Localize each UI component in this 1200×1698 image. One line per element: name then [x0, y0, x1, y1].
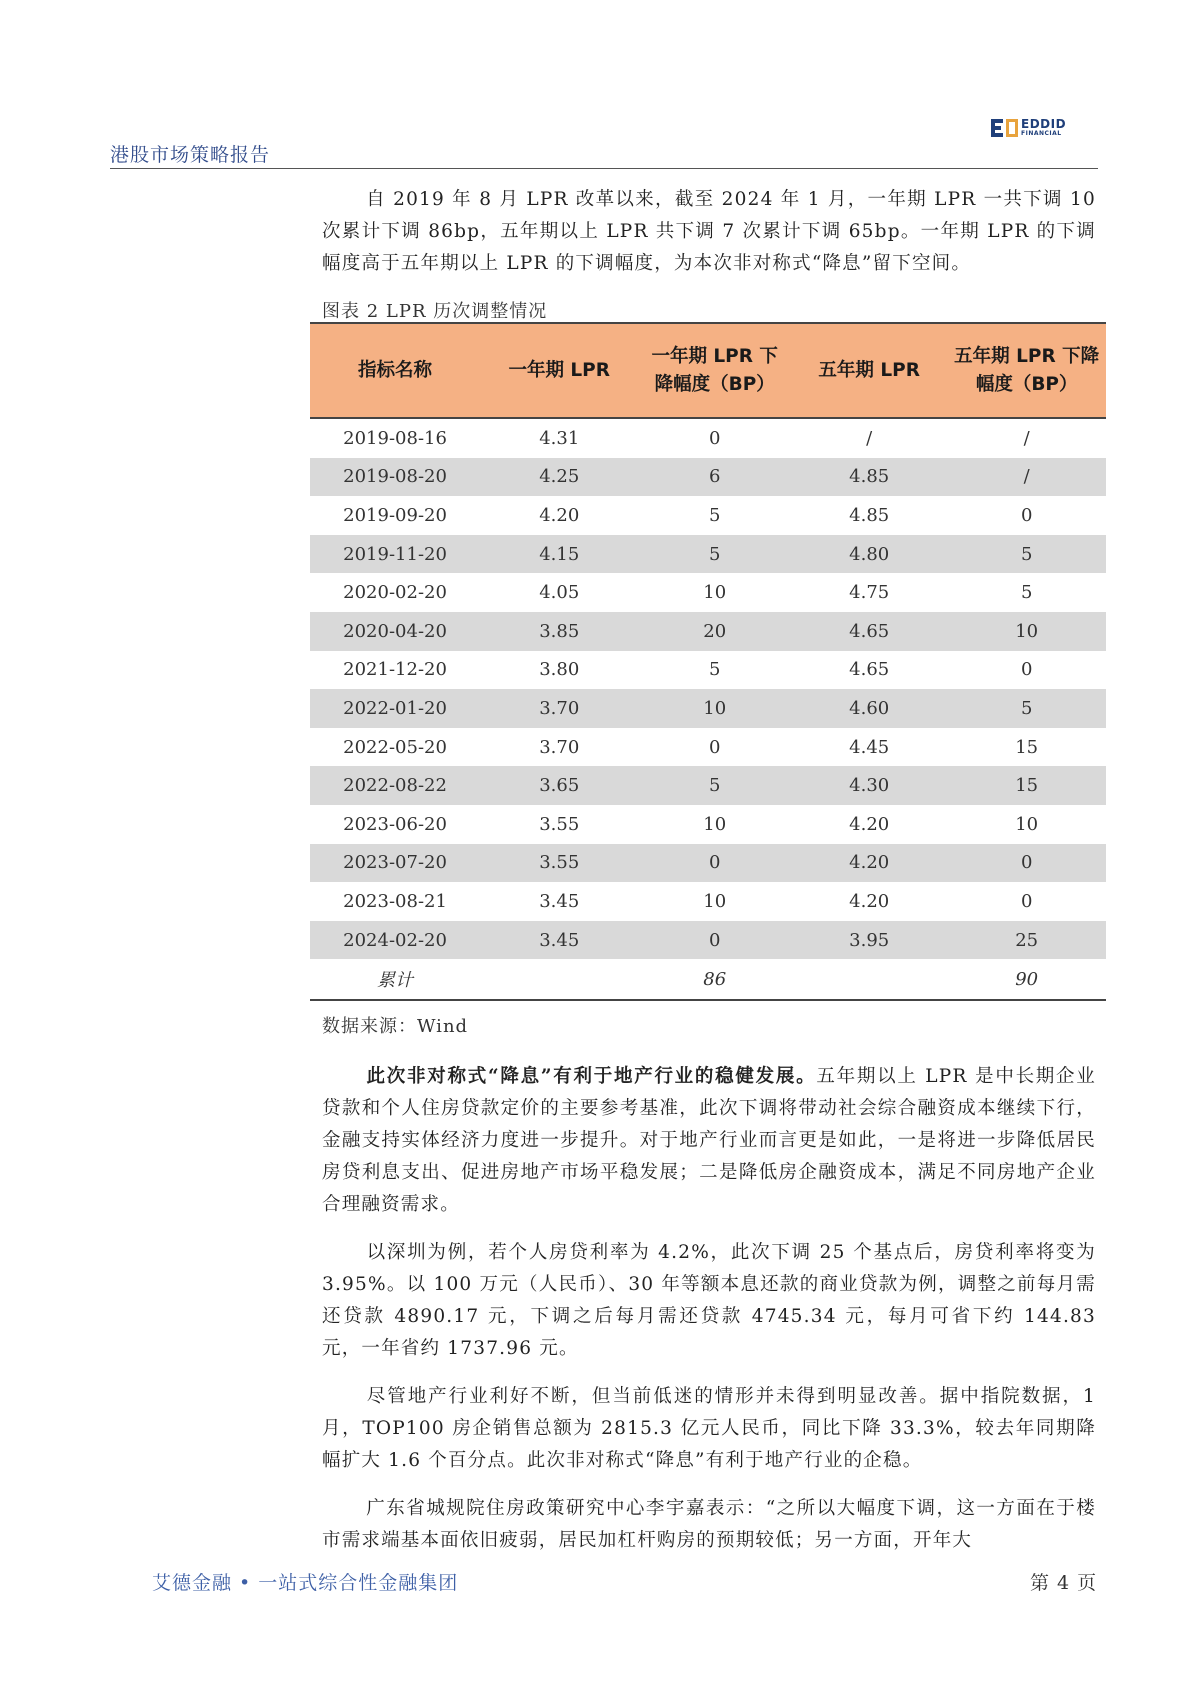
header-one-year-lpr: 一年期 LPR: [480, 323, 638, 418]
cell-five-year-cut: 0: [1020, 890, 1033, 912]
logo-wordmark: EDDID: [1021, 117, 1067, 131]
cell-date: 2023-07-20: [310, 844, 480, 883]
cell-one-year-lpr: 3.70: [539, 736, 580, 758]
table-row: [310, 882, 1106, 921]
cell-five-year-cut: 15: [1015, 736, 1039, 758]
cell-date: 2022-08-22: [310, 766, 480, 805]
table-row: [310, 805, 1106, 844]
table-total-row: [310, 959, 1106, 1000]
cell-five-year-lpr: 4.30: [791, 766, 947, 805]
cell-one-year-cut: 5: [708, 504, 721, 526]
paragraph-text: 以深圳为例，若个人房贷利率为 4.2%，此次下调 25 个基点后，房贷利率将变为 3.95%。以 100 万元（人民币）、30 年等额本息还款的商业贷款为例，调整之前每月需还贷款 4890.17 元，下调之后每月需还贷款 4745.34 元，每月可省下约 144.83 元，一年省约 1737.96 元。: [322, 1242, 1096, 1359]
footer-page-number: 第 4 页: [1030, 1572, 1098, 1594]
table-row: [310, 921, 1106, 960]
header-one-year-cut: 一年期 LPR 下降幅度（BP）: [638, 323, 791, 418]
table-row: [310, 844, 1106, 883]
cell-date: 2022-01-20: [310, 689, 480, 728]
cell-five-year-cut: 10: [1015, 813, 1039, 835]
table-row: [310, 612, 1106, 651]
table-row: [310, 496, 1106, 535]
table-row: [310, 689, 1106, 728]
cell-one-year-cut: 10: [703, 890, 727, 912]
header-indicator-name: 指标名称: [310, 323, 480, 418]
cell-date: 2019-08-16: [343, 427, 447, 449]
cell-one-year-lpr: 3.45: [539, 890, 580, 912]
total-five-year-cut: 90: [947, 959, 1106, 1000]
data-source-note: 数据来源：Wind: [322, 1016, 469, 1037]
cell-one-year-lpr: 4.20: [539, 504, 580, 526]
cell-one-year-cut: 0: [708, 427, 721, 449]
cell-one-year-cut: 0: [708, 736, 721, 758]
cell-one-year-cut: 0: [638, 921, 791, 960]
cell-one-year-lpr: 3.45: [480, 921, 638, 960]
cell-one-year-cut: 5: [708, 659, 721, 681]
cell-five-year-cut: 15: [947, 766, 1106, 805]
cell-date: 2019-11-20: [310, 535, 480, 574]
cell-date: 2023-06-20: [343, 813, 447, 835]
cell-one-year-lpr: 4.31: [539, 427, 580, 449]
cell-five-year-lpr: 4.85: [849, 504, 890, 526]
table-row: [310, 651, 1106, 690]
lpr-history-table: [310, 322, 1106, 1001]
cell-five-year-lpr: 4.80: [791, 535, 947, 574]
cell-five-year-cut: 10: [947, 612, 1106, 651]
report-header-title: 港股市场策略报告: [110, 144, 271, 166]
cell-five-year-lpr: /: [866, 427, 873, 449]
cell-five-year-cut: 5: [1020, 582, 1033, 604]
paragraph-text: 五年期以上 LPR 是中长期企业贷款和个人住房贷款定价的主要参考基准，此次下调将带动社会综合融资成本继续下行，金融支持实体经济力度进一步提升。对于地产行业而言更是如此，一是将进一步降低居民房贷利息支出、促进房地产市场平稳发展；二是降低房企融资成本，满足不同房地产企业合理融资需求。: [322, 1066, 1096, 1215]
header-divider: [110, 168, 1098, 169]
cell-date: 2022-05-20: [343, 736, 447, 758]
cell-one-year-cut: 10: [638, 689, 791, 728]
cell-five-year-cut: 5: [947, 535, 1106, 574]
cell-one-year-lpr: 3.55: [480, 844, 638, 883]
cell-one-year-cut: 5: [638, 535, 791, 574]
cell-five-year-lpr: 3.95: [791, 921, 947, 960]
cell-one-year-lpr: 3.70: [480, 689, 638, 728]
cell-five-year-lpr: 4.20: [849, 890, 890, 912]
cell-one-year-cut: 10: [703, 582, 727, 604]
cell-five-year-lpr: 4.45: [849, 736, 890, 758]
paragraph-text: 广东省城规院住房政策研究中心李宇嘉表示：“之所以大幅度下调，这一方面在于楼市需求端基本面依旧疲弱，居民加杠杆购房的预期较低；另一方面，开年大: [322, 1498, 1096, 1551]
cell-one-year-lpr: 3.65: [480, 766, 638, 805]
table-header-row: [310, 323, 1106, 418]
table-row: [310, 766, 1106, 805]
cell-five-year-lpr: 4.20: [849, 813, 890, 835]
cell-one-year-lpr: 4.05: [539, 582, 580, 604]
cell-one-year-lpr: 4.25: [480, 458, 638, 497]
total-one-year-lpr: [480, 959, 638, 1000]
table-row: [310, 418, 1106, 458]
cell-date: 2020-04-20: [310, 612, 480, 651]
header-five-year-cut: 五年期 LPR 下降幅度（BP）: [947, 323, 1106, 418]
cell-five-year-cut: 0: [1020, 659, 1033, 681]
cell-one-year-cut: 20: [638, 612, 791, 651]
cell-five-year-lpr: 4.75: [849, 582, 890, 604]
cell-five-year-lpr: 4.65: [849, 659, 890, 681]
paragraph-property-sales: [322, 1381, 1096, 1477]
cell-five-year-cut: 0: [947, 844, 1106, 883]
cell-five-year-cut: 5: [947, 689, 1106, 728]
cell-five-year-lpr: 4.60: [791, 689, 947, 728]
footer-company-slogan: 艾德金融 • 一站式综合性金融集团: [152, 1572, 459, 1594]
cell-five-year-cut: /: [947, 458, 1106, 497]
cell-date: 2019-09-20: [343, 504, 447, 526]
table-row: [310, 728, 1106, 767]
cell-five-year-lpr: 4.85: [791, 458, 947, 497]
table-row: [310, 535, 1106, 574]
eddid-logo: [991, 117, 1071, 141]
total-label: 累计: [310, 959, 480, 1000]
table-row: [310, 573, 1106, 612]
cell-one-year-cut: 10: [703, 813, 727, 835]
paragraph-expert-quote: [322, 1493, 1096, 1557]
paragraph-text: 尽管地产行业利好不断，但当前低迷的情形并未得到明显改善。据中指院数据，1 月，TOP100 房企销售总额为 2815.3 亿元人民币，同比下降 33.3%，较去年同期降幅扩大 1.6 个百分点。此次非对称式“降息”有利于地产行业的企稳。: [322, 1386, 1096, 1471]
cell-date: 2019-08-20: [310, 458, 480, 497]
cell-one-year-lpr: 4.15: [480, 535, 638, 574]
paragraph-lpr-reform: [322, 184, 1096, 280]
total-five-year-lpr: [791, 959, 947, 1000]
eddid-logo-icon: [991, 119, 1019, 137]
cell-one-year-lpr: 3.55: [539, 813, 580, 835]
cell-five-year-cut: 0: [1020, 504, 1033, 526]
cell-one-year-cut: 5: [638, 766, 791, 805]
logo-subtext: FINANCIAL: [1021, 130, 1062, 137]
cell-one-year-cut: 6: [638, 458, 791, 497]
header-five-year-lpr: 五年期 LPR: [791, 323, 947, 418]
cell-date: 2021-12-20: [343, 659, 447, 681]
cell-five-year-cut: 25: [947, 921, 1106, 960]
cell-one-year-cut: 0: [638, 844, 791, 883]
cell-date: 2023-08-21: [343, 890, 447, 912]
cell-five-year-lpr: 4.65: [791, 612, 947, 651]
paragraph-shenzhen-example: [322, 1237, 1096, 1365]
cell-one-year-lpr: 3.85: [480, 612, 638, 651]
cell-one-year-lpr: 3.80: [539, 659, 580, 681]
table-caption: 图表 2 LPR 历次调整情况: [322, 301, 548, 322]
paragraph-text: 自 2019 年 8 月 LPR 改革以来，截至 2024 年 1 月，一年期 LPR 一共下调 10 次累计下调 86bp，五年期以上 LPR 共下调 7 次累计下调 65bp。一年期 LPR 的下调幅度高于五年期以上 LPR 的下调幅度，为本次非对称式“降息”留下空间。: [322, 189, 1096, 274]
paragraph-asymmetric-cut: [322, 1061, 1096, 1221]
paragraph-lead-sentence: 此次非对称式“降息”有利于地产行业的稳健发展。: [366, 1066, 817, 1087]
table-row: [310, 458, 1106, 497]
cell-five-year-cut: /: [1023, 427, 1030, 449]
total-one-year-cut: 86: [638, 959, 791, 1000]
cell-date: 2020-02-20: [343, 582, 447, 604]
cell-date: 2024-02-20: [310, 921, 480, 960]
cell-five-year-lpr: 4.20: [791, 844, 947, 883]
